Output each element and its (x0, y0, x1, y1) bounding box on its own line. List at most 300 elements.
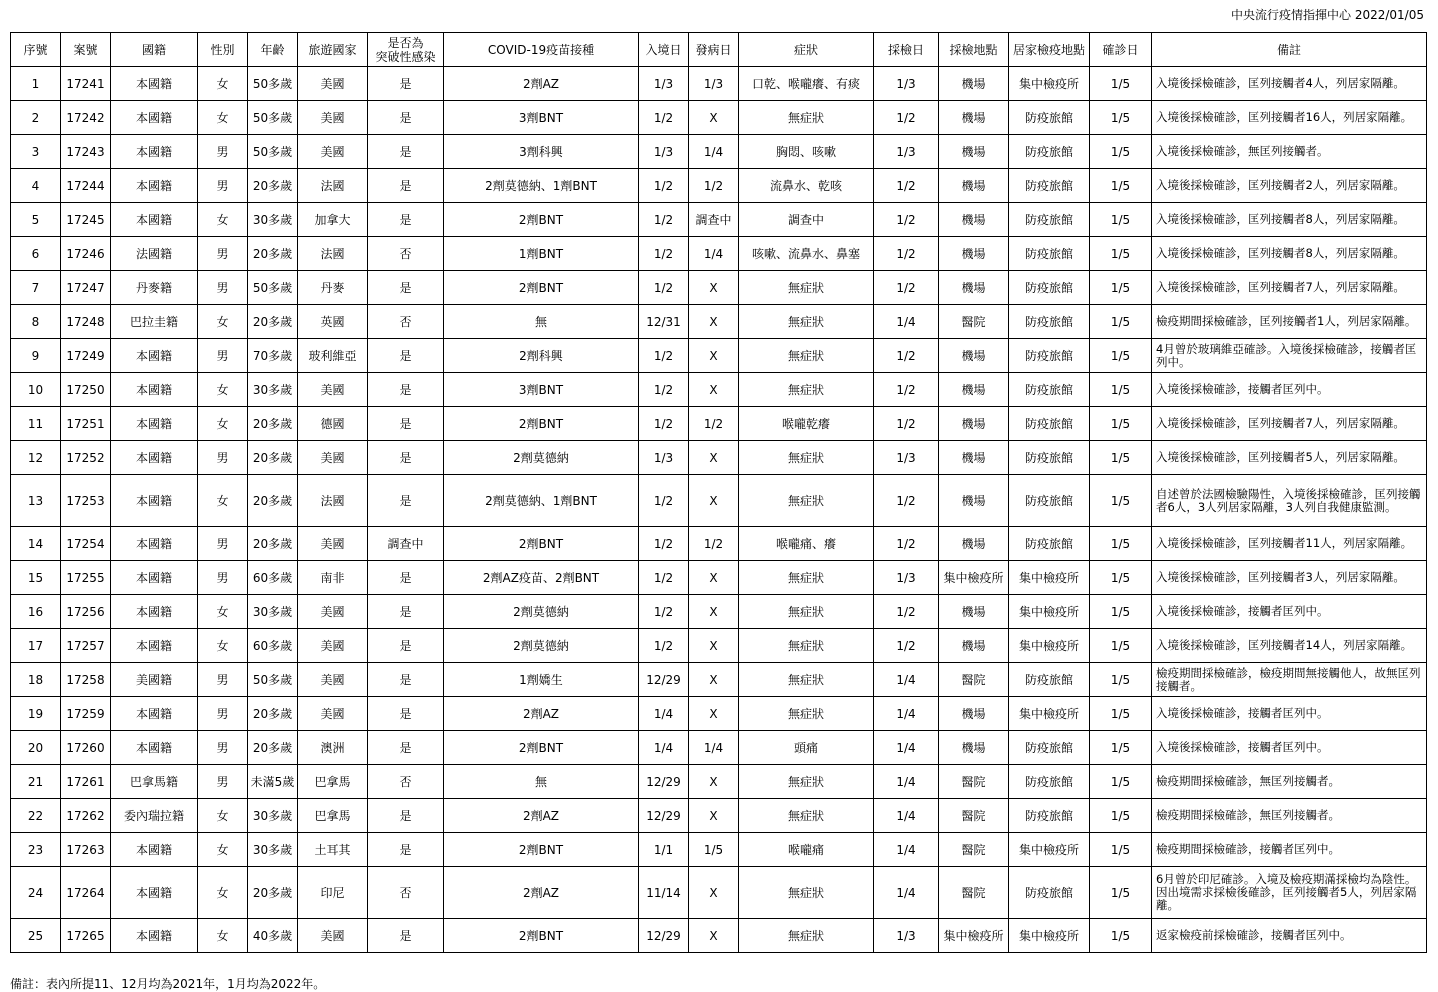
header-source-date: 中央流行疫情指揮中心 2022/01/05 (1231, 8, 1424, 22)
table-cell: 防疫旅館 (1009, 475, 1090, 527)
table-cell: 9 (11, 339, 61, 373)
table-cell: 女 (198, 595, 248, 629)
table-cell: 男 (198, 169, 248, 203)
table-cell: 2劑BNT (444, 527, 639, 561)
table-cell: 24 (11, 867, 61, 919)
table-cell: 1/5 (1090, 271, 1152, 305)
table-cell: 集中檢疫所 (1009, 561, 1090, 595)
table-cell: 防疫旅館 (1009, 867, 1090, 919)
table-cell-note: 入境後採檢確診，接觸者匡列中。 (1152, 731, 1427, 765)
table-cell: 17245 (61, 203, 111, 237)
table-row (11, 731, 1427, 765)
column-header: 採檢日 (874, 33, 939, 67)
table-cell: 1/3 (874, 919, 939, 953)
table-cell: 2劑BNT (444, 271, 639, 305)
table-cell: 2劑莫德納 (444, 629, 639, 663)
table-cell: 本國籍 (111, 833, 198, 867)
column-header: 發病日 (689, 33, 739, 67)
table-cell: 女 (198, 305, 248, 339)
table-cell: 1/5 (1090, 799, 1152, 833)
table-cell: 否 (368, 765, 444, 799)
table-cell: 17254 (61, 527, 111, 561)
table-cell: 防疫旅館 (1009, 731, 1090, 765)
column-header: 國籍 (111, 33, 198, 67)
table-cell-note: 檢疫期間採檢確診，接觸者匡列中。 (1152, 833, 1427, 867)
table-cell: 1/4 (874, 697, 939, 731)
table-cell: 是 (368, 799, 444, 833)
table-cell: 13 (11, 475, 61, 527)
table-cell: 加拿大 (298, 203, 368, 237)
table-cell: 1/4 (639, 697, 689, 731)
table-cell: 1/2 (689, 169, 739, 203)
table-cell: 本國籍 (111, 373, 198, 407)
table-cell: 本國籍 (111, 67, 198, 101)
table-cell-note: 入境後採檢確診，匡列接觸者7人，列居家隔離。 (1152, 407, 1427, 441)
table-cell: X (689, 697, 739, 731)
table-cell: 17257 (61, 629, 111, 663)
table-row (11, 799, 1427, 833)
table-cell: 防疫旅館 (1009, 203, 1090, 237)
table-cell: 本國籍 (111, 561, 198, 595)
table-cell: 是 (368, 67, 444, 101)
table-cell: 17265 (61, 919, 111, 953)
table-cell: 1/3 (639, 441, 689, 475)
table-cell: 機場 (939, 595, 1009, 629)
table-cell: 30多歲 (248, 833, 298, 867)
table-cell: 醫院 (939, 799, 1009, 833)
table-cell-note: 檢疫期間採檢確診，無匡列接觸者。 (1152, 765, 1427, 799)
table-cell: 澳洲 (298, 731, 368, 765)
table-cell: 20 (11, 731, 61, 765)
table-cell: 40多歲 (248, 919, 298, 953)
table-cell: 防疫旅館 (1009, 441, 1090, 475)
column-header: 居家檢疫地點 (1009, 33, 1090, 67)
table-cell: 12/29 (639, 663, 689, 697)
table-cell: 機場 (939, 441, 1009, 475)
table-cell-note: 返家檢疫前採檢確診，接觸者匡列中。 (1152, 919, 1427, 953)
table-row (11, 67, 1427, 101)
table-cell: 1/4 (874, 765, 939, 799)
table-cell: 17246 (61, 237, 111, 271)
table-cell: 女 (198, 833, 248, 867)
table-cell: 10 (11, 373, 61, 407)
table-cell-note: 4月曾於玻璃維亞確診。入境後採檢確診，接觸者匡列中。 (1152, 339, 1427, 373)
table-cell-note: 入境後採檢確診，接觸者匡列中。 (1152, 595, 1427, 629)
table-cell: 女 (198, 867, 248, 919)
table-cell: 50多歲 (248, 67, 298, 101)
table-cell: X (689, 595, 739, 629)
case-table (10, 32, 1427, 953)
table-cell: X (689, 271, 739, 305)
table-cell: 女 (198, 67, 248, 101)
table-cell: 機場 (939, 135, 1009, 169)
table-cell: 美國 (298, 101, 368, 135)
table-cell: 20多歲 (248, 527, 298, 561)
table-cell: 男 (198, 441, 248, 475)
table-cell: 防疫旅館 (1009, 765, 1090, 799)
table-row (11, 833, 1427, 867)
table-cell: 機場 (939, 67, 1009, 101)
table-cell-note: 入境後採檢確診，匡列接觸者2人，列居家隔離。 (1152, 169, 1427, 203)
table-cell-note: 入境後採檢確診，匡列接觸者16人，列居家隔離。 (1152, 101, 1427, 135)
table-cell: 12/29 (639, 765, 689, 799)
table-cell: 美國 (298, 373, 368, 407)
table-cell: X (689, 475, 739, 527)
table-cell: 防疫旅館 (1009, 169, 1090, 203)
table-cell: 女 (198, 373, 248, 407)
table-cell: 喉嚨痛 (739, 833, 874, 867)
table-cell: 2 (11, 101, 61, 135)
table-cell: 1/5 (1090, 595, 1152, 629)
table-cell: X (689, 765, 739, 799)
table-cell: 機場 (939, 475, 1009, 527)
table-cell: 1/5 (1090, 373, 1152, 407)
table-cell: 防疫旅館 (1009, 237, 1090, 271)
column-header: 入境日 (639, 33, 689, 67)
table-cell: 1/5 (1090, 663, 1152, 697)
table-cell: 機場 (939, 237, 1009, 271)
table-cell: 18 (11, 663, 61, 697)
table-cell: 美國 (298, 697, 368, 731)
table-cell: 1/2 (639, 373, 689, 407)
table-cell: 本國籍 (111, 441, 198, 475)
table-cell: 11 (11, 407, 61, 441)
table-cell: 1/3 (874, 67, 939, 101)
table-cell: 1/2 (874, 203, 939, 237)
table-cell: 2劑BNT (444, 833, 639, 867)
table-cell: 12/29 (639, 919, 689, 953)
table-cell: 17263 (61, 833, 111, 867)
table-cell: 喉嚨痛、癢 (739, 527, 874, 561)
table-row (11, 135, 1427, 169)
table-cell: 男 (198, 339, 248, 373)
table-cell: 男 (198, 135, 248, 169)
table-cell: 3 (11, 135, 61, 169)
table-cell: 口乾、喉嚨癢、有痰 (739, 67, 874, 101)
table-cell: 男 (198, 527, 248, 561)
table-cell: 無症狀 (739, 919, 874, 953)
table-cell: 17243 (61, 135, 111, 169)
table-cell: 23 (11, 833, 61, 867)
table-cell: 無症狀 (739, 305, 874, 339)
table-cell: 1/3 (639, 135, 689, 169)
table-cell: 1/4 (639, 731, 689, 765)
table-cell: 1/5 (1090, 475, 1152, 527)
table-cell: 集中檢疫所 (1009, 697, 1090, 731)
table-cell: 16 (11, 595, 61, 629)
table-cell: 機場 (939, 101, 1009, 135)
table-cell: 2劑AZ (444, 67, 639, 101)
table-cell: 巴拿馬 (298, 765, 368, 799)
table-cell: 20多歲 (248, 305, 298, 339)
table-cell: 美國 (298, 595, 368, 629)
table-cell-note: 入境後採檢確診，匡列接觸者4人，列居家隔離。 (1152, 67, 1427, 101)
table-cell: 本國籍 (111, 867, 198, 919)
table-cell: 美國 (298, 135, 368, 169)
table-cell: 機場 (939, 731, 1009, 765)
table-cell: 1/5 (1090, 407, 1152, 441)
table-cell: X (689, 339, 739, 373)
table-cell: 男 (198, 731, 248, 765)
table-cell: 4 (11, 169, 61, 203)
table-cell: 2劑BNT (444, 731, 639, 765)
table-cell: 集中檢疫所 (1009, 629, 1090, 663)
table-cell: 7 (11, 271, 61, 305)
table-cell: 調查中 (739, 203, 874, 237)
table-cell: 防疫旅館 (1009, 339, 1090, 373)
table-cell: 無症狀 (739, 339, 874, 373)
column-header: 案號 (61, 33, 111, 67)
table-row (11, 867, 1427, 919)
table-cell: 1/5 (1090, 919, 1152, 953)
table-cell: 集中檢疫所 (1009, 595, 1090, 629)
table-cell: 20多歲 (248, 441, 298, 475)
table-cell: 調查中 (689, 203, 739, 237)
table-cell: 3劑BNT (444, 101, 639, 135)
table-cell: 17 (11, 629, 61, 663)
table-cell: 2劑莫德納、1劑BNT (444, 475, 639, 527)
table-cell: 1/2 (874, 101, 939, 135)
table-cell: X (689, 373, 739, 407)
table-row (11, 697, 1427, 731)
table-cell: 無症狀 (739, 475, 874, 527)
table-cell: 1/2 (689, 407, 739, 441)
table-cell: 玻利維亞 (298, 339, 368, 373)
table-cell: 是 (368, 101, 444, 135)
table-cell: 1劑BNT (444, 237, 639, 271)
table-cell: 機場 (939, 271, 1009, 305)
table-cell: 巴拉圭籍 (111, 305, 198, 339)
table-cell: 1/5 (1090, 697, 1152, 731)
table-cell: 50多歲 (248, 271, 298, 305)
table-cell-note: 入境後採檢確診，接觸者匡列中。 (1152, 697, 1427, 731)
table-cell: 17264 (61, 867, 111, 919)
table-row (11, 629, 1427, 663)
table-cell: 防疫旅館 (1009, 407, 1090, 441)
table-cell: 2劑BNT (444, 919, 639, 953)
table-cell: 1/4 (874, 663, 939, 697)
table-cell: 無症狀 (739, 441, 874, 475)
table-cell: 男 (198, 561, 248, 595)
column-header: 序號 (11, 33, 61, 67)
table-cell: 防疫旅館 (1009, 135, 1090, 169)
table-cell: 1/4 (689, 731, 739, 765)
table-cell: 1/3 (874, 441, 939, 475)
table-row (11, 919, 1427, 953)
table-cell: X (689, 919, 739, 953)
table-cell: 本國籍 (111, 407, 198, 441)
table-cell: 本國籍 (111, 475, 198, 527)
table-cell: 女 (198, 799, 248, 833)
table-cell: 30多歲 (248, 203, 298, 237)
table-cell: 2劑AZ (444, 799, 639, 833)
table-row (11, 237, 1427, 271)
table-cell: 無症狀 (739, 595, 874, 629)
table-cell-note: 檢疫期間採檢確診，無匡列接觸者。 (1152, 799, 1427, 833)
table-cell-note: 入境後採檢確診，匡列接觸者8人，列居家隔離。 (1152, 203, 1427, 237)
table-cell: 美國 (298, 527, 368, 561)
table-row (11, 663, 1427, 697)
table-cell: 醫院 (939, 833, 1009, 867)
table-cell: 1/5 (1090, 135, 1152, 169)
table-cell: X (689, 561, 739, 595)
table-cell: 1/4 (874, 731, 939, 765)
table-cell: 否 (368, 305, 444, 339)
table-cell: 1/2 (874, 237, 939, 271)
table-cell-note: 檢疫期間採檢確診，檢疫期間無接觸他人，故無匡列接觸者。 (1152, 663, 1427, 697)
table-cell: 1/4 (874, 867, 939, 919)
table-cell: 1/2 (874, 373, 939, 407)
table-cell: 無症狀 (739, 629, 874, 663)
table-cell: 1/5 (689, 833, 739, 867)
column-header: 症狀 (739, 33, 874, 67)
table-cell: 喉嚨乾癢 (739, 407, 874, 441)
table-cell: 21 (11, 765, 61, 799)
table-cell: 女 (198, 919, 248, 953)
column-header: 確診日 (1090, 33, 1152, 67)
table-cell: 機場 (939, 373, 1009, 407)
table-cell: 1/4 (689, 237, 739, 271)
table-cell: 1/2 (874, 271, 939, 305)
table-cell: 無症狀 (739, 561, 874, 595)
table-cell: 本國籍 (111, 629, 198, 663)
table-cell: 20多歲 (248, 237, 298, 271)
table-cell: 1/2 (639, 561, 689, 595)
footer-note: 備註：表內所提11、12月均為2021年，1月均為2022年。 (10, 977, 326, 991)
table-cell: 5 (11, 203, 61, 237)
table-cell: 本國籍 (111, 135, 198, 169)
table-row (11, 305, 1427, 339)
table-cell: 丹麥籍 (111, 271, 198, 305)
table-cell: 是 (368, 475, 444, 527)
table-cell: 是 (368, 339, 444, 373)
table-cell: 女 (198, 203, 248, 237)
table-cell: 17259 (61, 697, 111, 731)
column-header: 性別 (198, 33, 248, 67)
table-cell: 2劑AZ (444, 697, 639, 731)
table-cell-note: 自述曾於法國檢驗陽性，入境後採檢確診，匡列接觸者6人，3人列居家隔離，3人列自我健康監測。 (1152, 475, 1427, 527)
table-cell: 1/2 (639, 169, 689, 203)
table-cell: 22 (11, 799, 61, 833)
table-cell: 1/3 (874, 561, 939, 595)
table-cell: 機場 (939, 407, 1009, 441)
table-cell: 委內瑞拉籍 (111, 799, 198, 833)
table-cell: 醫院 (939, 765, 1009, 799)
table-cell: 17258 (61, 663, 111, 697)
table-cell: X (689, 799, 739, 833)
table-header-row (11, 33, 1427, 67)
table-cell: 1/5 (1090, 237, 1152, 271)
table-cell: 巴拿馬籍 (111, 765, 198, 799)
table-cell: 本國籍 (111, 731, 198, 765)
table-cell: 法國 (298, 237, 368, 271)
table-cell: 機場 (939, 203, 1009, 237)
table-cell: 本國籍 (111, 919, 198, 953)
table-cell: 女 (198, 101, 248, 135)
table-cell: 15 (11, 561, 61, 595)
table-cell: 1/2 (639, 203, 689, 237)
table-cell: 是 (368, 697, 444, 731)
table-cell: 是 (368, 271, 444, 305)
table-cell: 1/5 (1090, 629, 1152, 663)
table-cell: 1/3 (639, 67, 689, 101)
table-cell: 20多歲 (248, 867, 298, 919)
table-cell: 防疫旅館 (1009, 271, 1090, 305)
table-cell-note: 入境後採檢確診，匡列接觸者3人，列居家隔離。 (1152, 561, 1427, 595)
table-cell: 無症狀 (739, 765, 874, 799)
table-cell: 胸悶、咳嗽 (739, 135, 874, 169)
table-cell: 防疫旅館 (1009, 305, 1090, 339)
table-cell: 1/5 (1090, 833, 1152, 867)
table-cell: 醫院 (939, 305, 1009, 339)
table-cell: 機場 (939, 527, 1009, 561)
table-row (11, 407, 1427, 441)
table-row (11, 373, 1427, 407)
column-header: 是否為 突破性感染 (368, 33, 444, 67)
table-cell: 防疫旅館 (1009, 101, 1090, 135)
column-header: COVID-19疫苗接種 (444, 33, 639, 67)
column-header: 年齡 (248, 33, 298, 67)
table-cell: 美國 (298, 919, 368, 953)
table-cell: 本國籍 (111, 697, 198, 731)
table-cell: 英國 (298, 305, 368, 339)
table-cell: 2劑科興 (444, 339, 639, 373)
table-cell: 流鼻水、乾咳 (739, 169, 874, 203)
table-cell: 1劑嬌生 (444, 663, 639, 697)
table-cell: 無症狀 (739, 373, 874, 407)
table-row (11, 765, 1427, 799)
table-cell: 機場 (939, 169, 1009, 203)
table-cell: 無症狀 (739, 101, 874, 135)
table-cell: 是 (368, 441, 444, 475)
table-cell: 1/2 (874, 169, 939, 203)
table-cell-note: 入境後採檢確診，匡列接觸者14人，列居家隔離。 (1152, 629, 1427, 663)
table-cell: 6 (11, 237, 61, 271)
table-cell: 1/2 (639, 475, 689, 527)
table-cell: 17261 (61, 765, 111, 799)
table-cell: 20多歲 (248, 475, 298, 527)
table-cell: 是 (368, 169, 444, 203)
table-cell-note: 檢疫期間採檢確診，匡列接觸者1人，列居家隔離。 (1152, 305, 1427, 339)
table-cell: 未滿5歲 (248, 765, 298, 799)
table-cell: 是 (368, 919, 444, 953)
table-cell: 調查中 (368, 527, 444, 561)
table-cell: 女 (198, 629, 248, 663)
table-cell: 巴拿馬 (298, 799, 368, 833)
table-cell: 男 (198, 237, 248, 271)
table-cell: 17244 (61, 169, 111, 203)
table-cell: 2劑莫德納 (444, 595, 639, 629)
table-cell: 防疫旅館 (1009, 663, 1090, 697)
table-cell: 17260 (61, 731, 111, 765)
table-cell: 30多歲 (248, 595, 298, 629)
table-cell: 20多歲 (248, 697, 298, 731)
table-row (11, 527, 1427, 561)
table-cell: 11/14 (639, 867, 689, 919)
table-cell: 集中檢疫所 (1009, 67, 1090, 101)
column-header: 備註 (1152, 33, 1427, 67)
table-cell: 1/2 (874, 527, 939, 561)
table-cell: 本國籍 (111, 527, 198, 561)
table-cell: 17248 (61, 305, 111, 339)
table-cell: 1/2 (639, 629, 689, 663)
table-cell: 無症狀 (739, 867, 874, 919)
table-cell: 集中檢疫所 (1009, 833, 1090, 867)
table-cell: 1/5 (1090, 561, 1152, 595)
table-cell: 20多歲 (248, 407, 298, 441)
table-cell: 20多歲 (248, 731, 298, 765)
table-cell: 德國 (298, 407, 368, 441)
